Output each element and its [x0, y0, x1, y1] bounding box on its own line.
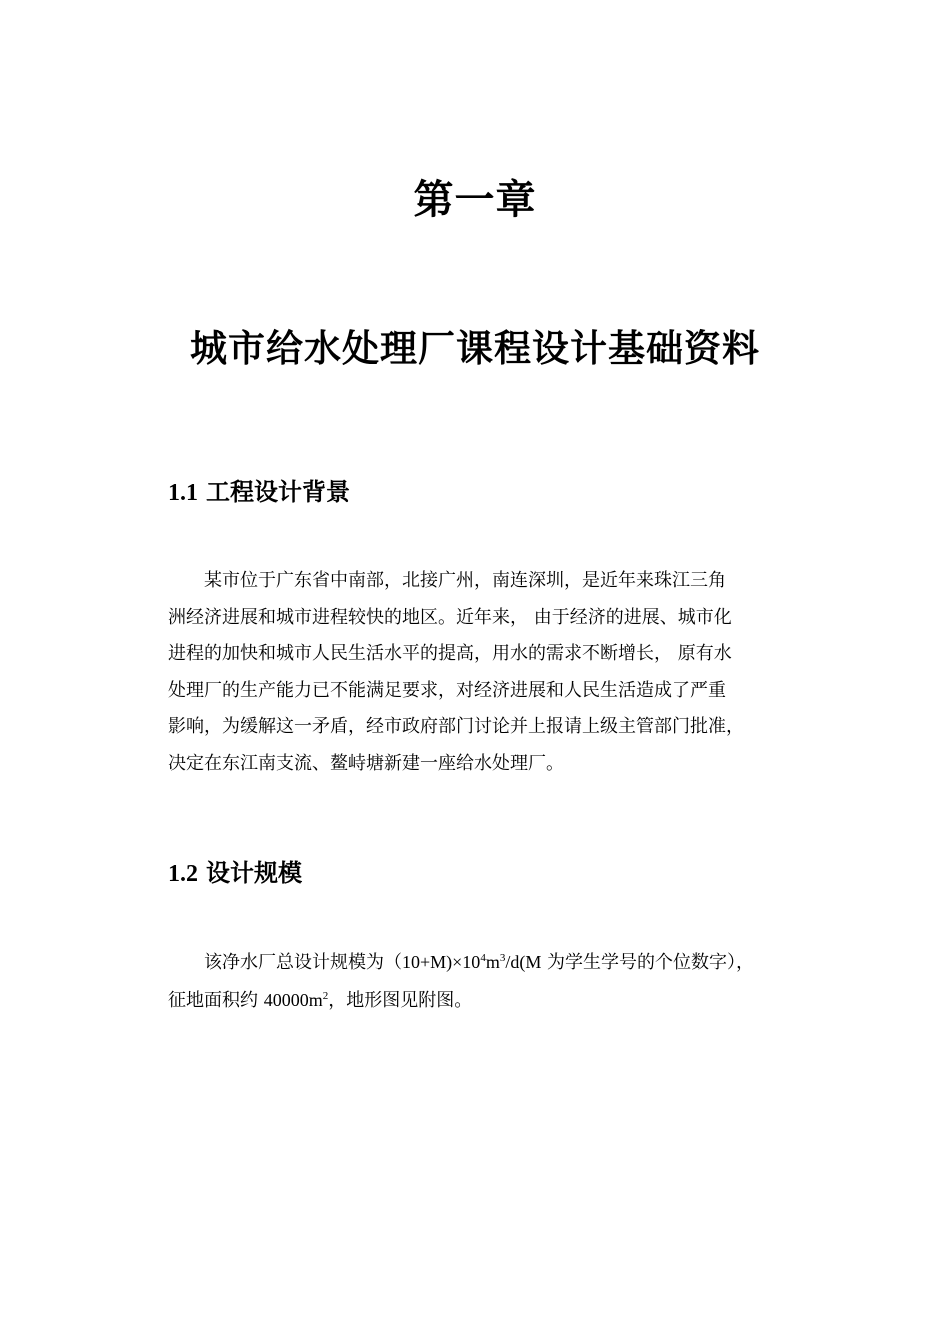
area-text-prefix: 征地面积约 [168, 989, 264, 1011]
document-title: 城市给水处理厂课程设计基础资料 [190, 326, 760, 370]
section-number: 1.1 [168, 480, 198, 506]
paragraph-background [168, 563, 798, 782]
paragraph-line: 某市位于广东省中南部，北接广州，南连深圳，是近年来珠江三角 [204, 570, 726, 591]
section-heading-1-2 [168, 853, 302, 894]
paragraph-line-scale [168, 944, 798, 982]
paragraph-scale [168, 944, 798, 1019]
paragraph-line: 进程的加快和城市人民生活水平的提高，用水的需求不断增长， 原有水 [168, 643, 732, 664]
scale-text-prefix: 该净水厂总设计规模为（ [204, 952, 402, 973]
chapter-label: 第一章 [413, 176, 537, 223]
paragraph-line: 影响，为缓解这一矛盾，经市政府部门讨论并上报请上级主管部门批准， [168, 716, 744, 737]
paragraph-line: 处理厂的生产能力已不能满足要求，对经济进展和人民生活造成了严重 [168, 679, 726, 701]
section-title: 工程设计背景 [206, 477, 350, 506]
area-value: $40000m^2$ [263, 989, 329, 1010]
paragraph-line-area [168, 982, 798, 1020]
section-heading-1-1 [168, 472, 350, 513]
scale-formula: $10+M)\times 10^4m^3/d(M$ [402, 952, 542, 972]
section-title: 设计规模 [206, 858, 302, 887]
section-number: 1.2 [168, 861, 198, 887]
area-text-suffix: ，地形图见附图。 [328, 989, 473, 1011]
paragraph-line: 洲经济进展和城市进程较快的地区。近年来， 由于经济的进展、城市化 [168, 606, 732, 628]
scale-text-suffix: 为学生学号的个位数字）， [541, 952, 755, 973]
paragraph-line: 决定在东江南支流、鳌峙塘新建一座给水处理厂。 [168, 752, 564, 774]
